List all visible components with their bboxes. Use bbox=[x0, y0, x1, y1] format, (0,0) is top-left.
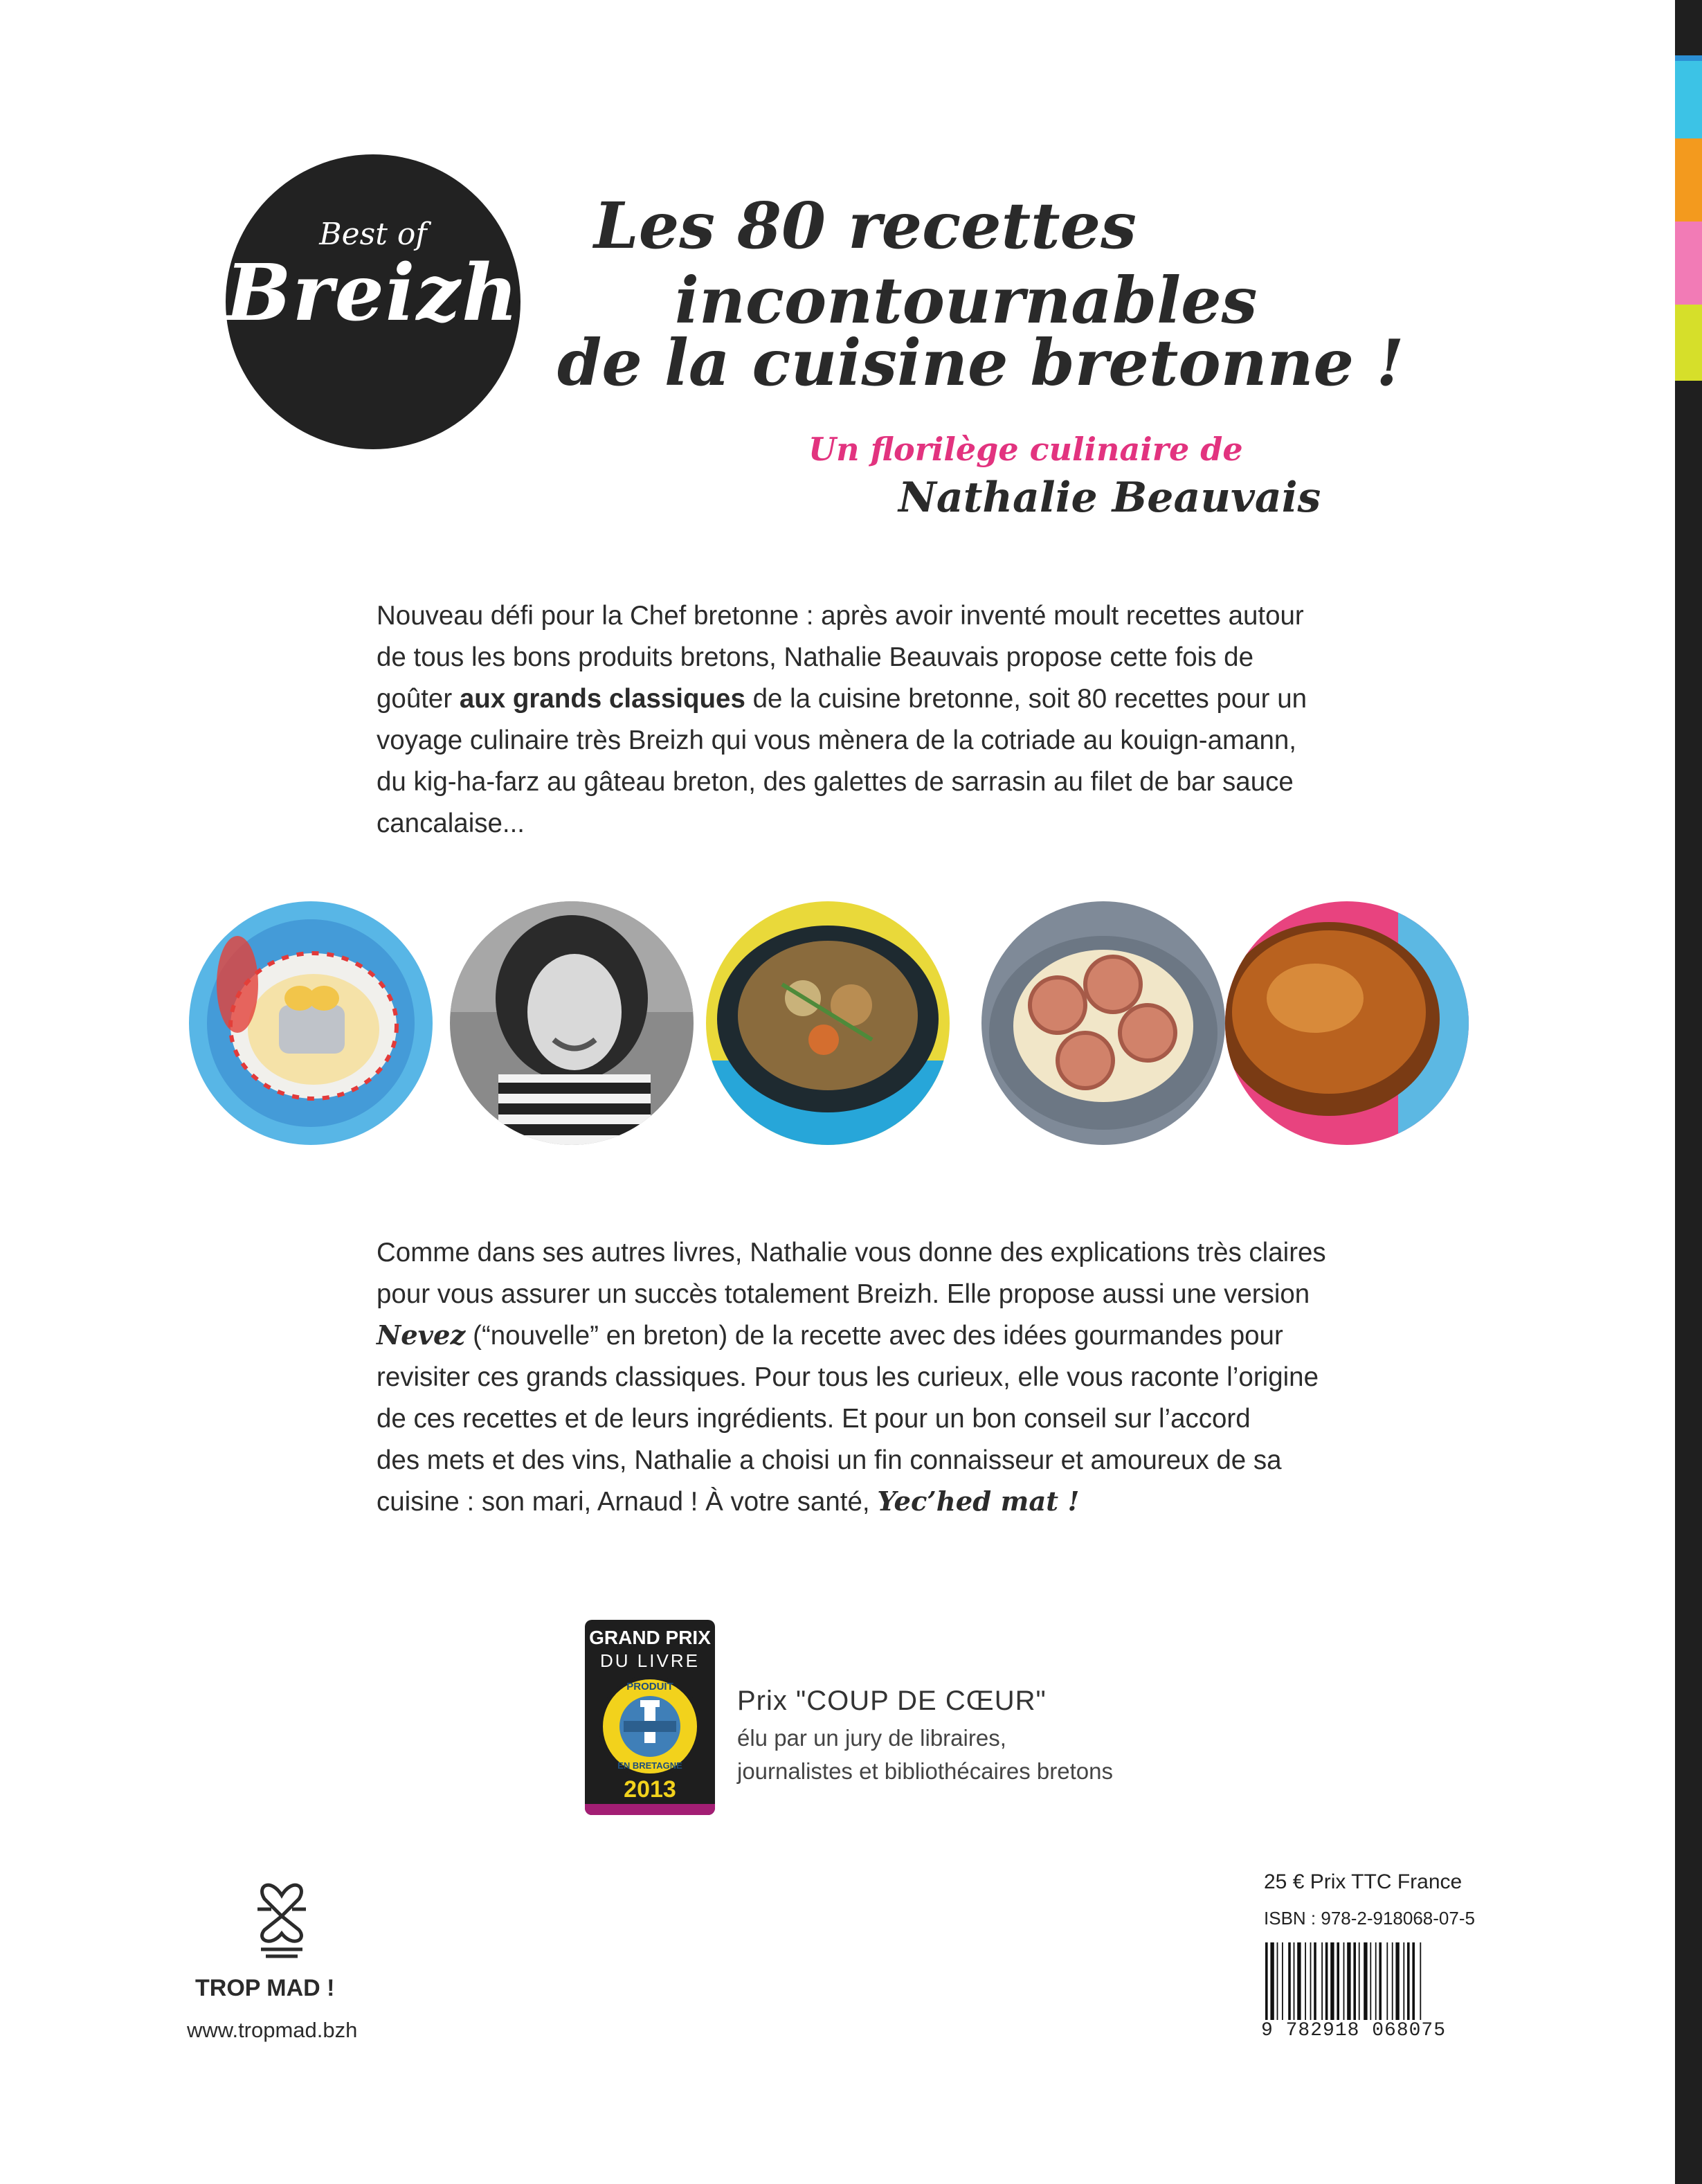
intro-line: goûter aux grands classiques de la cuisine bretonne, soit 80 recettes pour un bbox=[377, 684, 1307, 714]
photo-kouign-amann bbox=[1225, 901, 1469, 1145]
spine-stripe-cyan bbox=[1675, 61, 1702, 138]
intro-line: voyage culinaire très Breizh qui vous mènera de la cotriade au kouign-amann, bbox=[377, 725, 1297, 755]
logo-small-text: Best of bbox=[319, 217, 427, 252]
price-text: 25 € Prix TTC France bbox=[1264, 1870, 1463, 1893]
logo-big-text: Breizh! bbox=[226, 248, 555, 339]
body-line: cuisine : son mari, Arnaud ! À votre santé, Yec’hed mat ! bbox=[377, 1486, 1080, 1517]
subtitle-florilege: Un florilège culinaire de bbox=[808, 431, 1243, 468]
produit-en-bretagne-seal-icon bbox=[599, 1675, 701, 1778]
barcode-number: 9 782918 068075 bbox=[1261, 2020, 1447, 2041]
body-line: des mets et des vins, Nathalie a choisi un fin connaisseur et amoureux de sa bbox=[377, 1445, 1282, 1475]
photo-stew-pot bbox=[706, 901, 950, 1145]
badge-line-1: GRAND PRIX bbox=[589, 1627, 711, 1648]
isbn-text: ISBN : 978-2-918068-07-5 bbox=[1264, 1908, 1475, 1929]
yeched-mat: Yec’hed mat ! bbox=[877, 1486, 1080, 1517]
spine-stripe-orange bbox=[1675, 138, 1702, 222]
seal-top-text: PRODUIT bbox=[626, 1681, 673, 1693]
headline-line-1: Les 80 recettes bbox=[594, 188, 1137, 263]
heart-knot-logo-icon bbox=[244, 1868, 320, 1965]
badge-year: 2013 bbox=[624, 1776, 676, 1803]
intro-line: cancalaise... bbox=[377, 809, 525, 838]
publisher-url[interactable]: www.tropmad.bzh bbox=[187, 2018, 358, 2042]
best-of-breizh-logo bbox=[226, 154, 555, 449]
body-line: Comme dans ses autres livres, Nathalie vous donne des explications très claires bbox=[377, 1238, 1326, 1267]
body-line: de ces recettes et de leurs ingrédients. Et pour un bon conseil sur l’accord bbox=[377, 1404, 1251, 1434]
prize-line-1: élu par un jury de libraires, bbox=[737, 1725, 1006, 1751]
seal-bottom-text: EN BRETAGNE bbox=[617, 1760, 682, 1771]
intro-line: de tous les bons produits bretons, Nathalie Beauvais propose cette fois de bbox=[377, 642, 1254, 672]
photo-fish-plate bbox=[189, 901, 433, 1145]
prize-title: Prix "COUP DE CŒUR" bbox=[737, 1686, 1047, 1716]
badge-strip bbox=[585, 1804, 715, 1815]
prize-line-2: journalistes et bibliothécaires bretons bbox=[737, 1758, 1113, 1784]
body-line: Nevez (“nouvelle” en breton) de la recette avec des idées gourmandes pour bbox=[377, 1320, 1283, 1351]
intro-line: du kig-ha-farz au gâteau breton, des galettes de sarrasin au filet de bar sauce bbox=[377, 767, 1294, 797]
grand-prix-badge bbox=[585, 1620, 715, 1815]
barcode-icon bbox=[1265, 1942, 1467, 2020]
intro-line: Nouveau défi pour la Chef bretonne : après avoir inventé moult recettes autour bbox=[377, 601, 1304, 631]
nevez-word: Nevez bbox=[377, 1320, 466, 1351]
spine-stripe-pink bbox=[1675, 222, 1702, 305]
headline-line-3: de la cuisine bretonne ! bbox=[557, 325, 1404, 400]
spine-stripe-lime bbox=[1675, 305, 1702, 381]
photo-sausage-dish bbox=[981, 901, 1225, 1145]
price-barcode-box bbox=[1251, 1865, 1473, 2043]
badge-line-2: DU LIVRE bbox=[600, 1650, 700, 1671]
body-line: pour vous assurer un succès totalement Breizh. Elle propose aussi une version bbox=[377, 1279, 1310, 1309]
publisher-name: TROP MAD ! bbox=[195, 1975, 335, 2001]
author-name: Nathalie Beauvais bbox=[898, 473, 1321, 522]
headline-line-2: incontournables bbox=[675, 263, 1258, 338]
intro-paragraph bbox=[377, 595, 1307, 845]
photo-author-portrait bbox=[450, 901, 694, 1145]
bold-highlight: aux grands classiques bbox=[459, 684, 745, 714]
body-line: revisiter ces grands classiques. Pour tous les curieux, elle vous raconte l’origine bbox=[377, 1362, 1319, 1392]
body-paragraph bbox=[377, 1232, 1326, 1523]
